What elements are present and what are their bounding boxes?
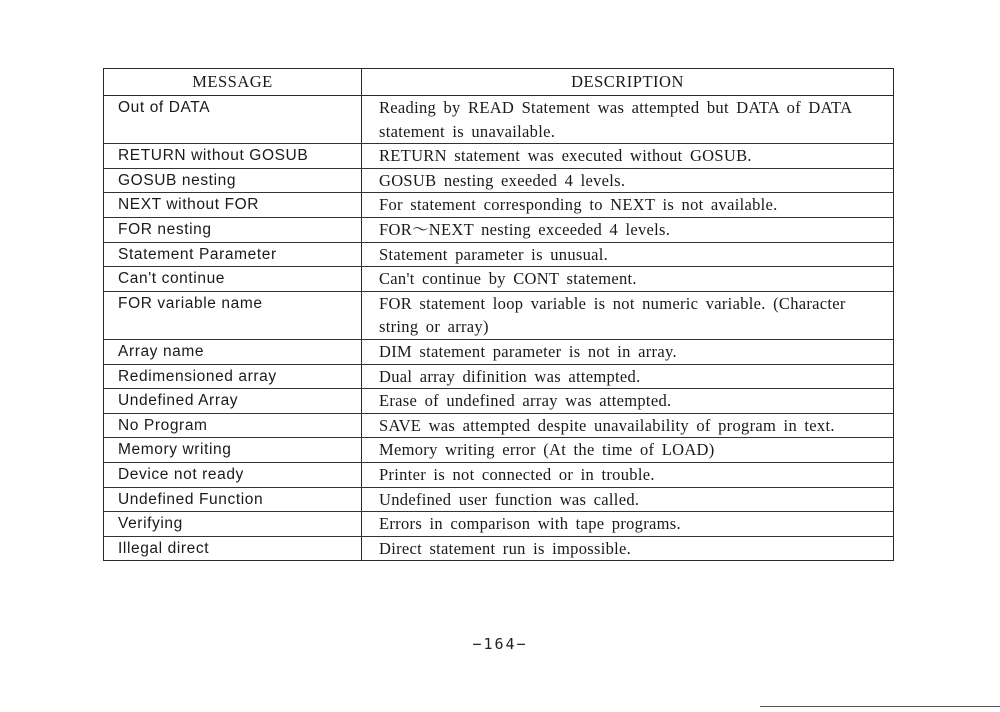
error-message-cell: NEXT without FOR — [104, 193, 362, 218]
error-message-cell: FOR variable name — [104, 291, 362, 339]
error-message-cell: Undefined Array — [104, 389, 362, 414]
error-description-cell: For statement corresponding to NEXT is not available. — [362, 193, 894, 218]
error-message-cell: RETURN without GOSUB — [104, 144, 362, 169]
table-row — [104, 339, 894, 364]
error-message-cell: FOR nesting — [104, 217, 362, 242]
table-row — [104, 193, 894, 218]
table-row — [104, 389, 894, 414]
error-description-cell: Erase of undefined array was attempted. — [362, 389, 894, 414]
error-description-cell: Statement parameter is unusual. — [362, 242, 894, 267]
error-description-cell: Memory writing error (At the time of LOAD) — [362, 438, 894, 463]
error-message-cell: Undefined Function — [104, 487, 362, 512]
description-column-header: DESCRIPTION — [362, 69, 894, 96]
table-row — [104, 512, 894, 537]
table-row — [104, 413, 894, 438]
table-row — [104, 96, 894, 144]
error-message-cell: Redimensioned array — [104, 364, 362, 389]
error-description-cell: FOR statement loop variable is not numeric variable. (Character string or array) — [362, 291, 894, 339]
error-description-cell: Printer is not connected or in trouble. — [362, 462, 894, 487]
error-description-cell: Direct statement run is impossible. — [379, 538, 632, 558]
table-row — [104, 144, 894, 169]
error-message-cell: Can't continue — [104, 267, 362, 292]
error-message-table — [103, 68, 894, 561]
error-description-cell: Reading by READ Statement was attempted but DATA of DATA statement is unavailable. — [362, 96, 894, 144]
table-row — [104, 217, 894, 242]
error-description-cell: RETURN statement was executed without GOSUB. — [362, 144, 894, 169]
error-message-cell: Array name — [104, 339, 362, 364]
error-description-cell: Can't continue by CONT statement. — [362, 267, 894, 292]
page-number: −164− — [472, 635, 528, 653]
table-row — [104, 438, 894, 463]
error-message-cell: GOSUB nesting — [104, 168, 362, 193]
error-message-cell: Illegal direct — [104, 536, 362, 561]
table-row — [104, 242, 894, 267]
table-row — [104, 267, 894, 292]
table-row — [104, 536, 894, 561]
error-message-cell: Out of DATA — [104, 96, 362, 144]
error-message-cell: Verifying — [104, 512, 362, 537]
error-description-cell: Undefined user function was called. — [362, 487, 894, 512]
table-row — [104, 291, 894, 339]
table-body — [104, 96, 894, 561]
error-description-cell: Dual array difinition was attempted. — [362, 364, 894, 389]
error-description-cell: SAVE was attempted despite unavailability of program in text. — [362, 413, 894, 438]
scan-edge-line — [760, 706, 1000, 707]
error-description-cell: GOSUB nesting exeeded 4 levels. — [362, 168, 894, 193]
message-column-header: MESSAGE — [104, 69, 362, 96]
table-row — [104, 487, 894, 512]
error-message-cell: Memory writing — [104, 438, 362, 463]
table-header-row — [104, 69, 894, 96]
table-row — [104, 364, 894, 389]
error-message-cell: No Program — [104, 413, 362, 438]
error-description-cell: DIM statement parameter is not in array. — [362, 339, 894, 364]
error-description-cell: FOR〜NEXT nesting exceeded 4 levels. — [362, 217, 894, 242]
error-message-cell: Device not ready — [104, 462, 362, 487]
table-row — [104, 168, 894, 193]
error-description-cell: Errors in comparison with tape programs. — [362, 512, 894, 537]
table-row — [104, 462, 894, 487]
error-message-cell: Statement Parameter — [104, 242, 362, 267]
